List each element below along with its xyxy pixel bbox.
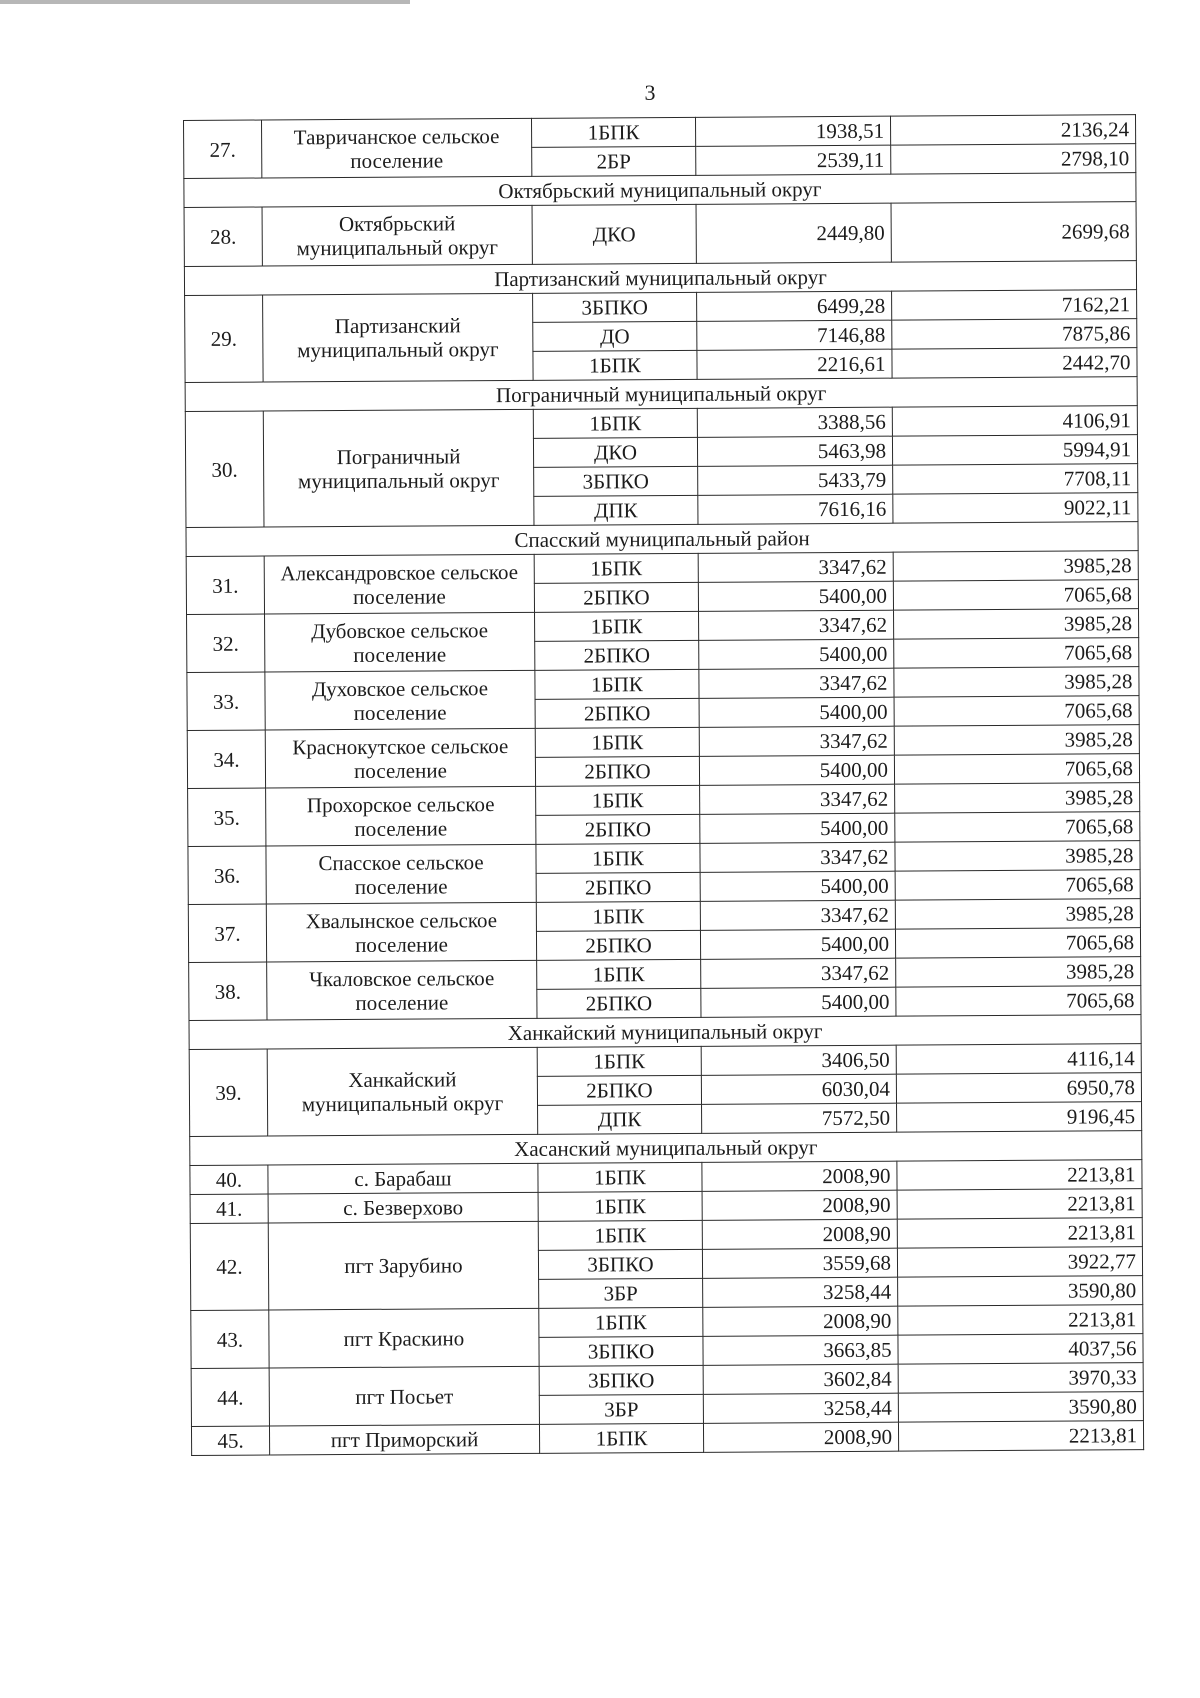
value-second: 7065,68 — [893, 580, 1138, 610]
value-second: 3985,28 — [896, 957, 1141, 987]
value-first: 2008,90 — [702, 1161, 897, 1191]
value-first: 3602,84 — [703, 1364, 898, 1394]
row-number: 27. — [184, 120, 262, 178]
value-first: 5400,00 — [699, 697, 894, 727]
value-first: 2008,90 — [703, 1422, 898, 1452]
object-code: 2БПКО — [535, 640, 699, 670]
value-second: 7065,68 — [894, 638, 1139, 668]
object-code: 1БПК — [539, 1423, 703, 1453]
value-second: 3590,80 — [898, 1392, 1143, 1422]
row-number: 40. — [190, 1165, 268, 1194]
row-number: 33. — [187, 672, 265, 730]
object-code: 2БПКО — [536, 814, 700, 844]
value-second: 7162,21 — [892, 290, 1137, 320]
value-first: 5400,00 — [699, 755, 894, 785]
row-number: 41. — [190, 1194, 268, 1223]
settlement-name: Чкаловское сельское поселение — [267, 960, 537, 1020]
settlement-name: пгт Приморский — [269, 1424, 539, 1455]
value-second: 3970,33 — [898, 1363, 1143, 1393]
value-first: 2539,11 — [696, 145, 891, 175]
object-code: 1БПК — [538, 1191, 702, 1221]
value-second: 7065,68 — [896, 986, 1141, 1016]
value-second: 3985,28 — [894, 667, 1139, 697]
settlement-name: Партизанский муниципальный округ — [263, 293, 534, 382]
object-code: ДПК — [534, 495, 698, 525]
row-number: 42. — [190, 1223, 269, 1310]
value-first: 7616,16 — [698, 494, 893, 524]
value-first: 3663,85 — [703, 1335, 898, 1365]
object-code: 1БПК — [537, 1046, 701, 1076]
section-title: Пограничный муниципальный округ — [185, 377, 1137, 412]
value-first: 7572,50 — [702, 1103, 897, 1133]
object-code: 1БПК — [536, 901, 700, 931]
value-first: 7146,88 — [697, 320, 892, 350]
section-title: Ханкайский муниципальный округ — [189, 1015, 1141, 1050]
value-first: 5400,00 — [700, 871, 895, 901]
settlement-name: пгт Посьет — [269, 1366, 539, 1426]
object-code: ДПК — [538, 1104, 702, 1134]
object-code: 2БПКО — [537, 988, 701, 1018]
value-second: 3985,28 — [895, 841, 1140, 871]
object-code: 1БПК — [535, 727, 699, 757]
value-first: 3258,44 — [703, 1277, 898, 1307]
value-first: 5400,00 — [698, 581, 893, 611]
value-first: 3406,50 — [701, 1045, 896, 1075]
value-first: 2008,90 — [702, 1190, 897, 1220]
settlement-name: с. Безверхово — [268, 1192, 538, 1223]
row-number: 32. — [187, 614, 265, 672]
object-code: ДО — [533, 321, 697, 351]
table-row — [191, 1421, 1143, 1456]
value-first: 3347,62 — [701, 958, 896, 988]
settlement-name: Тавричанское сельское поселение — [262, 118, 532, 178]
value-first: 2449,80 — [696, 203, 891, 263]
value-first: 5400,00 — [700, 813, 895, 843]
section-title: Октябрьский муниципальный округ — [184, 173, 1136, 208]
tariff-table-body — [184, 115, 1144, 1456]
object-code: 1БПК — [535, 611, 699, 641]
value-second: 3922,77 — [897, 1247, 1142, 1277]
settlement-name: Ханкайский муниципальный округ — [267, 1047, 538, 1136]
value-first: 6030,04 — [701, 1074, 896, 1104]
object-code: 1БПК — [531, 117, 695, 147]
value-second: 2699,68 — [891, 202, 1136, 262]
section-title: Партизанский муниципальный округ — [184, 261, 1136, 296]
row-number: 44. — [191, 1368, 269, 1426]
object-code: 1БПК — [538, 1162, 702, 1192]
object-code: 2БПКО — [535, 756, 699, 786]
settlement-name: Дубовское сельское поселение — [265, 612, 535, 672]
object-code: 3БР — [539, 1394, 703, 1424]
value-second: 9196,45 — [897, 1102, 1142, 1132]
value-first: 3347,62 — [698, 552, 893, 582]
value-first: 3347,62 — [699, 726, 894, 756]
object-code: 2БПКО — [536, 930, 700, 960]
value-second: 7065,68 — [894, 696, 1139, 726]
value-first: 3347,62 — [699, 610, 894, 640]
settlement-name: Александровское сельское поселение — [264, 554, 534, 614]
value-first: 5400,00 — [701, 987, 896, 1017]
object-code: 2БПКО — [537, 1075, 701, 1105]
row-number: 36. — [188, 846, 266, 904]
value-first: 5400,00 — [699, 639, 894, 669]
row-number: 37. — [188, 904, 266, 962]
object-code: 3БПКО — [538, 1249, 702, 1279]
row-number: 35. — [188, 788, 266, 846]
object-code: 1БПК — [533, 350, 697, 380]
settlement-name: Хвалынское сельское поселение — [266, 902, 536, 962]
object-code: 1БПК — [535, 669, 699, 699]
object-code: ДКО — [533, 437, 697, 467]
value-second: 4037,56 — [898, 1334, 1143, 1364]
value-second: 2213,81 — [897, 1160, 1142, 1190]
value-second: 9022,11 — [893, 493, 1138, 523]
value-second: 7708,11 — [893, 464, 1138, 494]
row-number: 39. — [189, 1049, 268, 1136]
table-row — [184, 202, 1136, 267]
object-code: 1БПК — [537, 959, 701, 989]
row-number: 29. — [185, 295, 264, 382]
value-second: 2213,81 — [897, 1218, 1142, 1248]
value-second: 3985,28 — [895, 783, 1140, 813]
value-first: 2008,90 — [702, 1219, 897, 1249]
value-first: 3347,62 — [699, 668, 894, 698]
row-number: 30. — [185, 411, 264, 527]
value-second: 3985,28 — [893, 551, 1138, 581]
object-code: 2БПКО — [535, 698, 699, 728]
value-second: 2213,81 — [898, 1305, 1143, 1335]
value-second: 2136,24 — [890, 115, 1135, 145]
value-first: 3388,56 — [697, 407, 892, 437]
value-first: 3559,68 — [702, 1248, 897, 1278]
settlement-name: пгт Краскино — [269, 1308, 539, 1368]
settlement-name: Спасское сельское поселение — [266, 844, 536, 904]
value-second: 2213,81 — [898, 1421, 1143, 1451]
object-code: 3БПКО — [534, 466, 698, 496]
settlement-name: Пограничный муниципальный округ — [263, 409, 534, 527]
settlement-name: Октябрьский муниципальный округ — [262, 205, 532, 266]
value-second: 7065,68 — [895, 812, 1140, 842]
object-code: 2БПКО — [536, 872, 700, 902]
settlement-name: Краснокутское сельское поселение — [265, 728, 535, 788]
object-code: 1БПК — [534, 553, 698, 583]
value-first: 3347,62 — [700, 842, 895, 872]
value-second: 7875,86 — [892, 319, 1137, 349]
value-second: 3985,28 — [894, 609, 1139, 639]
value-second: 2442,70 — [892, 348, 1137, 378]
object-code: 3БПКО — [533, 292, 697, 322]
value-first: 2216,61 — [697, 349, 892, 379]
settlement-name: пгт Зарубино — [268, 1221, 539, 1310]
value-first: 3258,44 — [703, 1393, 898, 1423]
row-number: 31. — [186, 556, 264, 614]
value-first: 6499,28 — [697, 291, 892, 321]
value-first: 1938,51 — [695, 116, 890, 146]
section-title: Хасанский муниципальный округ — [190, 1131, 1142, 1166]
object-code: 1БПК — [539, 1307, 703, 1337]
row-number: 43. — [191, 1310, 269, 1368]
object-code: 3БПКО — [539, 1365, 703, 1395]
value-second: 7065,68 — [895, 870, 1140, 900]
settlement-name: Прохорское сельское поселение — [266, 786, 536, 846]
object-code: 2БР — [532, 146, 696, 176]
row-number: 34. — [187, 730, 265, 788]
value-first: 5433,79 — [698, 465, 893, 495]
value-first: 5400,00 — [700, 929, 895, 959]
object-code: 3БР — [539, 1278, 703, 1308]
value-second: 4116,14 — [896, 1044, 1141, 1074]
value-second: 4106,91 — [892, 406, 1137, 436]
value-first: 3347,62 — [700, 784, 895, 814]
value-second: 7065,68 — [895, 928, 1140, 958]
object-code: 1БПК — [538, 1220, 702, 1250]
value-second: 3985,28 — [894, 725, 1139, 755]
tariff-table — [183, 114, 1144, 1456]
page-number: 3 — [644, 80, 656, 105]
object-code: 3БПКО — [539, 1336, 703, 1366]
row-number: 45. — [191, 1426, 269, 1455]
value-second: 3985,28 — [895, 899, 1140, 929]
value-first: 5463,98 — [697, 436, 892, 466]
value-second: 5994,91 — [892, 435, 1137, 465]
value-first: 3347,62 — [700, 900, 895, 930]
object-code: 1БПК — [533, 408, 697, 438]
value-second: 6950,78 — [896, 1073, 1141, 1103]
scan-edge-mark — [0, 0, 410, 4]
value-second: 2213,81 — [897, 1189, 1142, 1219]
value-second: 2798,10 — [891, 144, 1136, 174]
section-title: Спасский муниципальный район — [186, 522, 1138, 557]
object-code: 1БПК — [536, 843, 700, 873]
value-first: 2008,90 — [703, 1306, 898, 1336]
value-second: 3590,80 — [898, 1276, 1143, 1306]
row-number: 38. — [189, 962, 267, 1020]
row-number: 28. — [184, 207, 262, 266]
settlement-name: с. Барабаш — [268, 1163, 538, 1194]
object-code: 1БПК — [536, 785, 700, 815]
object-code: ДКО — [532, 204, 696, 264]
object-code: 2БПКО — [534, 582, 698, 612]
value-second: 7065,68 — [894, 754, 1139, 784]
settlement-name: Духовское сельское поселение — [265, 670, 535, 730]
